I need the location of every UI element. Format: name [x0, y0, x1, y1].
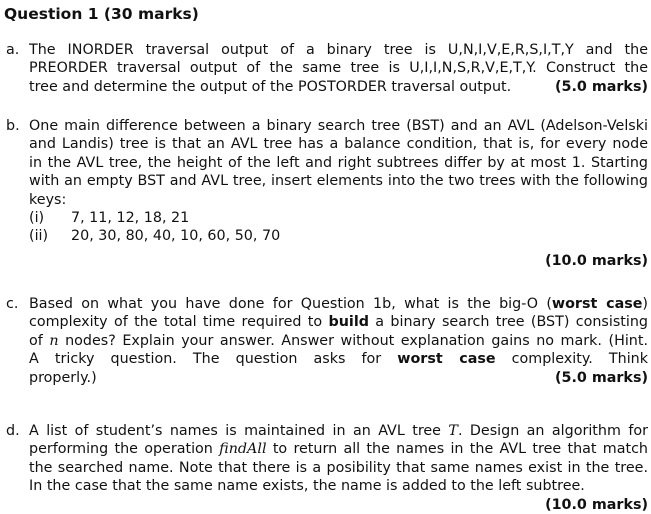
key-set-ii-values: 20, 30, 80, 40, 10, 60, 50, 70 — [71, 228, 281, 245]
part-a-marks: (5.0 marks) — [555, 78, 648, 95]
part-d-line-1-c: . Design an algorithm for — [457, 423, 648, 439]
part-d-math-t: T — [448, 423, 458, 439]
part-c-line-5 — [29, 369, 648, 387]
part-d-line-2 — [29, 440, 648, 458]
part-c-emphasis-build: build — [328, 314, 369, 331]
part-d-line-1-a: A list of student’s names is maintained in an AVL tree — [29, 423, 449, 439]
part-d-line-2-c: to return all the names in the AVL tree that match — [266, 441, 648, 458]
part-c-emphasis-worst-case-2: worst case — [397, 351, 496, 368]
part-b-text — [29, 117, 648, 270]
part-c-emphasis-worst-case: worst case — [551, 296, 643, 312]
part-c-math-n: n — [49, 332, 59, 349]
part-d-marks: (10.0 marks) — [545, 496, 648, 513]
part-d-line-1 — [29, 422, 648, 440]
key-set-i — [29, 209, 648, 227]
key-set-i-values: 7, 11, 12, 18, 21 — [71, 210, 190, 227]
part-a-line-1: The INORDER traversal output of a binary tree is U,N,I,V,E,R,S,I,T,Y and the — [29, 42, 648, 58]
part-c-line-3-a: of — [29, 332, 50, 349]
part-c-line-1-c: ) — [642, 296, 648, 312]
part-c-line-3-c: nodes? Explain your answer. Answer without explanation gains no mark. (Hint. — [58, 332, 649, 349]
part-c-line-2 — [29, 313, 648, 331]
part-d-line-4: In the case that the same name exists, the name is added to the left subtree. — [29, 478, 585, 495]
key-set-ii — [29, 227, 648, 245]
part-d-math-findall: findAll — [219, 441, 267, 458]
part-a-line-3 — [29, 78, 648, 96]
part-d — [6, 422, 648, 514]
part-c-line-2-a: complexity of the total time required to — [29, 314, 329, 331]
part-b — [6, 117, 648, 270]
part-c-line-4 — [29, 350, 648, 368]
part-b-line-3: in the AVL tree, the height of the left and right subtrees differ by at most 1. Starting — [29, 154, 648, 171]
part-c — [6, 295, 648, 387]
part-a-text — [29, 41, 648, 96]
part-c-line-1 — [29, 295, 648, 313]
part-a-line-3-text: tree and determine the output of the POSTORDER traversal output. — [29, 78, 512, 95]
part-c-marks: (5.0 marks) — [555, 369, 648, 386]
part-c-line-2-c: a binary search tree (BST) consisting — [368, 314, 648, 331]
part-d-marker: d. — [6, 423, 20, 439]
part-d-text — [29, 422, 648, 514]
part-c-text — [29, 295, 648, 387]
part-d-line-3: the searched name. Note that there is a posibility that same names exist in the tree. — [29, 459, 648, 476]
part-b-marks: (10.0 marks) — [545, 252, 648, 269]
part-c-line-3 — [29, 332, 648, 350]
part-c-line-4-c: complexity. Think — [495, 351, 649, 368]
part-b-line-1: One main difference between a binary search tree (BST) and an AVL (Adelson-Velski — [29, 118, 648, 134]
part-b-marker: b. — [6, 118, 20, 134]
key-set-ii-label: (ii) — [29, 228, 49, 245]
part-b-line-5: keys: — [29, 191, 67, 208]
part-b-line-2: and Landis) tree is that an AVL tree has a balance condition, that is, for every node — [29, 136, 648, 153]
part-c-line-4-a: A tricky question. The question asks for — [29, 351, 398, 368]
part-a-line-2: PREORDER traversal output of the same tree is U,I,I,N,S,R,V,E,T,Y. Construct the — [29, 60, 648, 77]
part-c-marker: c. — [6, 296, 19, 312]
part-d-line-2-a: performing the operation — [29, 441, 220, 458]
key-set-i-label: (i) — [29, 210, 45, 227]
part-a-marker: a. — [6, 42, 20, 58]
part-b-line-4: with an empty BST and AVL tree, insert elements into the two trees with the following — [29, 173, 648, 190]
part-c-line-5-text: properly.) — [29, 369, 97, 386]
part-c-line-1-a: Based on what you have done for Question 1b, what is the big-O ( — [29, 296, 552, 312]
part-a — [6, 41, 648, 96]
question-title: Question 1 (30 marks) — [4, 5, 199, 23]
